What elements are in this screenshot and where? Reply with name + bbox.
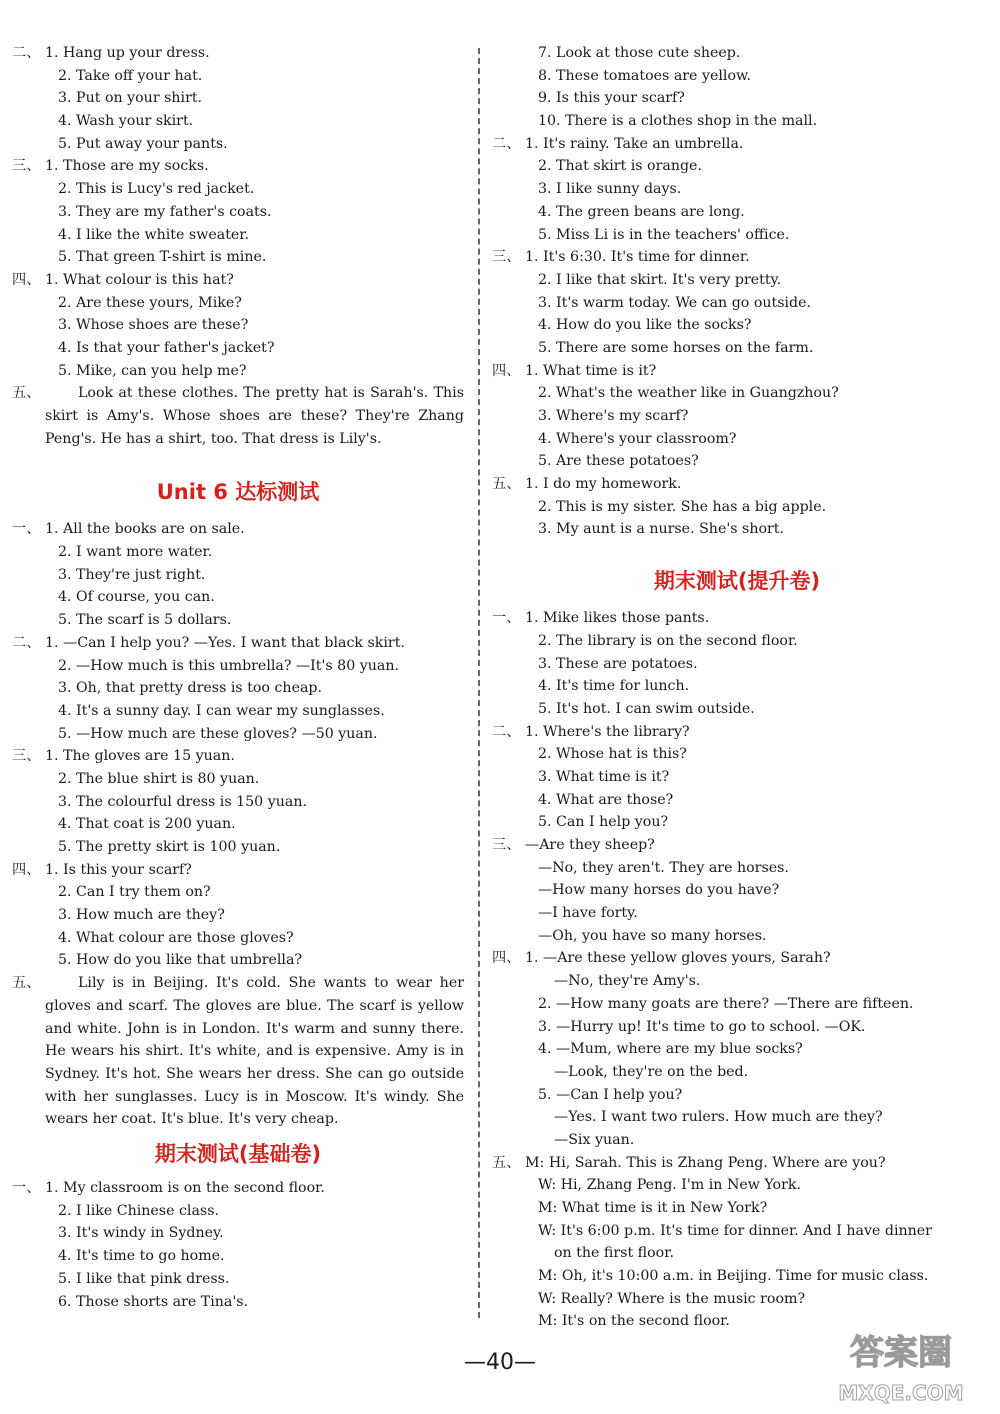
answer-text: 5. Mike, can you help me? <box>58 362 247 379</box>
answer-line <box>492 360 982 383</box>
answer-text: 9. Is this your scarf? <box>538 90 685 107</box>
answer-line <box>12 586 464 609</box>
answer-line <box>492 789 982 812</box>
final-advanced-title: 期末测试(提升卷) <box>653 569 821 594</box>
answer-line <box>492 155 982 178</box>
answer-text: W: It's 6:00 p.m. It's time for dinner. And I have dinner <box>538 1222 932 1239</box>
answer-text: M: Oh, it's 10:00 a.m. in Beijing. Time for music class. <box>538 1268 929 1285</box>
answer-text: 1. —Are these yellow gloves yours, Sarah? <box>525 950 831 967</box>
answer-text: 2. That skirt is orange. <box>538 158 702 175</box>
answer-text: 10. There is a clothes shop in the mall. <box>538 113 818 130</box>
answer-text: 3. They are my father's coats. <box>58 203 272 220</box>
answer-text: 2. Are these yours, Mike? <box>58 294 242 311</box>
answer-line <box>492 314 982 337</box>
answer-text: 1. Mike likes those pants. <box>525 610 710 627</box>
final-basic-answers <box>12 1177 464 1313</box>
answer-text: 4. What are those? <box>538 791 674 808</box>
answer-line <box>492 42 982 65</box>
answer-line <box>12 133 464 156</box>
section-marker: 四、 <box>492 362 521 379</box>
final-advanced-answers <box>492 607 982 1333</box>
answer-text: 5. Are these potatoes? <box>538 453 699 470</box>
answer-line <box>492 947 982 970</box>
answer-text: 4. Where's your classroom? <box>538 430 737 447</box>
answer-text: 5. It's hot. I can swim outside. <box>538 700 755 717</box>
answer-text: 5. —How much are these gloves? —50 yuan. <box>58 725 378 742</box>
answer-text: 5. I like that pink dress. <box>58 1270 230 1287</box>
answer-line <box>12 224 464 247</box>
section-marker: 二、 <box>492 135 521 152</box>
answer-text: M: What time is it in New York? <box>538 1200 768 1216</box>
answer-text: 2. This is Lucy's red jacket. <box>58 181 255 198</box>
answer-line <box>492 246 982 269</box>
section-marker: 一、 <box>12 1180 41 1197</box>
answer-text: M: It's on the second floor. <box>538 1313 730 1330</box>
section-marker: 一、 <box>12 521 41 538</box>
answer-line <box>12 723 464 746</box>
answer-line <box>492 857 982 880</box>
answer-text: —No, they're Amy's. <box>554 973 701 990</box>
answer-text: 2. The blue shirt is 80 yuan. <box>58 770 260 787</box>
answer-text: 3. My aunt is a nurse. She's short. <box>538 521 784 538</box>
answer-text: 2. I like that skirt. It's very pretty. <box>538 271 782 288</box>
answer-text: 3. What time is it? <box>538 768 670 785</box>
answer-line <box>492 675 982 698</box>
answer-text: 4. How do you like the socks? <box>538 317 752 334</box>
section-marker: 四、 <box>12 861 41 878</box>
answer-line <box>492 698 982 721</box>
answer-text: 2. Can I try them on? <box>58 884 211 901</box>
answer-text: 1. Where's the library? <box>525 723 690 740</box>
answer-line <box>492 269 982 292</box>
answer-line <box>12 292 464 315</box>
answer-line <box>492 178 982 201</box>
section-marker: 五、 <box>12 385 41 402</box>
answer-line <box>492 292 982 315</box>
answer-line <box>12 745 464 768</box>
answer-text: 4. It's time for lunch. <box>538 678 690 695</box>
section-marker: 五、 <box>492 476 521 493</box>
answer-line <box>492 879 982 902</box>
section-marker: 五、 <box>492 1154 521 1171</box>
answer-text: 1. It's 6:30. It's time for dinner. <box>525 249 750 266</box>
unit6-title: Unit 6 达标测试 <box>156 480 320 505</box>
answer-line <box>492 902 982 925</box>
right-column <box>492 42 982 1333</box>
answer-line <box>492 1084 982 1107</box>
answer-line <box>12 1291 464 1314</box>
answer-text: 4. It's a sunny day. I can wear my sunglasses. <box>58 702 385 719</box>
answer-line <box>12 949 464 972</box>
answer-text: 5. How do you like that umbrella? <box>58 952 303 969</box>
answer-line <box>492 721 982 744</box>
answer-line <box>492 1106 982 1129</box>
unit6-answers <box>12 518 464 972</box>
left-column <box>12 42 464 1313</box>
answer-text: 5. —Can I help you? <box>538 1086 683 1103</box>
answer-line <box>12 337 464 360</box>
section-marker: 五、 <box>12 975 41 992</box>
answer-text: 4. It's time to go home. <box>58 1248 225 1265</box>
answer-line <box>12 518 464 541</box>
answer-line <box>492 110 982 133</box>
answer-line <box>492 1016 982 1039</box>
section-marker: 二、 <box>12 45 41 61</box>
answer-line <box>492 87 982 110</box>
answer-text: 1. Is this your scarf? <box>45 861 192 878</box>
section-marker: 三、 <box>12 158 41 175</box>
answer-text: 1. My classroom is on the second floor. <box>45 1180 325 1197</box>
answer-line <box>12 813 464 836</box>
answer-line <box>492 925 982 948</box>
column-divider <box>478 48 480 1318</box>
answer-line <box>492 766 982 789</box>
unit5-answers <box>12 42 464 382</box>
answer-line <box>492 405 982 428</box>
answer-text: 2. What's the weather like in Guangzhou? <box>538 385 839 402</box>
answer-text: 8. These tomatoes are yellow. <box>538 67 751 84</box>
answer-text: 5. The scarf is 5 dollars. <box>58 612 232 629</box>
answer-text: 5. Can I help you? <box>538 814 669 831</box>
answer-line <box>12 541 464 564</box>
answer-text: 5. The pretty skirt is 100 yuan. <box>58 839 281 856</box>
answer-line <box>492 1265 982 1288</box>
section-marker: 二、 <box>12 634 41 651</box>
watermark-url: MXQE.COM <box>838 1381 964 1405</box>
answer-text: 3. It's windy in Sydney. <box>58 1225 224 1242</box>
answer-line <box>12 1245 464 1268</box>
answer-text: 4. That coat is 200 yuan. <box>58 816 236 833</box>
answer-line <box>12 1268 464 1291</box>
answer-text: 3. It's warm today. We can go outside. <box>538 294 812 311</box>
answer-text: 4. Is that your father's jacket? <box>58 339 275 356</box>
answer-text: 3. Put on your shirt. <box>58 90 203 107</box>
answer-line <box>492 1129 982 1152</box>
unit5-passage <box>12 382 464 450</box>
answer-text: on the first floor. <box>554 1245 674 1262</box>
answer-line <box>12 314 464 337</box>
answer-line <box>12 564 464 587</box>
answer-line <box>12 859 464 882</box>
answer-text: 1. Hang up your dress. <box>45 45 210 61</box>
answer-line <box>12 655 464 678</box>
answer-text: —Six yuan. <box>554 1131 635 1148</box>
answer-line <box>12 700 464 723</box>
watermark-logo <box>816 1322 986 1408</box>
answer-line <box>12 632 464 655</box>
answer-text: 6. Those shorts are Tina's. <box>58 1293 249 1310</box>
answer-line <box>12 42 464 65</box>
answer-line <box>12 791 464 814</box>
answer-line <box>492 1288 982 1311</box>
answer-text: 3. Whose shoes are these? <box>58 317 249 334</box>
passage-text: Look at these clothes. The pretty hat is Sarah's. This skirt is Amy's. Whose shoes are these? They're Zhang Peng's. He has a shirt, too. That dress is Lily's. <box>45 385 464 447</box>
answer-line <box>12 1222 464 1245</box>
section-marker: 四、 <box>492 950 521 967</box>
answer-text: 1. —Can I help you? —Yes. I want that black skirt. <box>45 634 405 651</box>
answer-line <box>12 246 464 269</box>
answer-line <box>12 155 464 178</box>
section-marker: 四、 <box>12 271 41 288</box>
answer-line <box>12 609 464 632</box>
answer-line <box>492 1242 982 1265</box>
answer-text: 7. Look at those cute sheep. <box>538 45 741 61</box>
answer-line <box>12 677 464 700</box>
section-marker: 三、 <box>492 837 521 853</box>
answer-text: 1. Those are my socks. <box>45 158 209 175</box>
answer-text: 3. How much are they? <box>58 907 225 924</box>
answer-line <box>492 1174 982 1197</box>
answer-text: 5. Miss Li is in the teachers' office. <box>538 226 790 243</box>
answer-text: 1. The gloves are 15 yuan. <box>45 748 235 765</box>
answer-line <box>492 1220 982 1243</box>
answer-text: —Oh, you have so many horses. <box>538 927 767 944</box>
answer-line <box>12 110 464 133</box>
answer-text: 3. Oh, that pretty dress is too cheap. <box>58 680 323 697</box>
answer-text: 5. That green T-shirt is mine. <box>58 249 267 266</box>
answer-text: 2. Take off your hat. <box>58 67 203 84</box>
answer-text: 3. —Hurry up! It's time to go to school. —OK. <box>538 1018 866 1035</box>
answer-text: 2. I want more water. <box>58 544 213 561</box>
answer-text: 2. Whose hat is this? <box>538 746 687 763</box>
answer-line <box>12 87 464 110</box>
final-basic-answers-cont <box>492 42 982 541</box>
answer-text: —Yes. I want two rulers. How much are they? <box>554 1109 883 1126</box>
answer-line <box>12 927 464 950</box>
answer-text: 2. The library is on the second floor. <box>538 632 798 649</box>
answer-text: 1. It's rainy. Take an umbrella. <box>525 135 744 152</box>
answer-text: 2. I like Chinese class. <box>58 1202 220 1219</box>
section-marker: 二、 <box>492 723 521 740</box>
answer-line <box>492 224 982 247</box>
answer-line <box>12 65 464 88</box>
answer-text: 4. The green beans are long. <box>538 203 745 220</box>
answer-line <box>492 450 982 473</box>
answer-line <box>492 518 982 541</box>
unit6-passage <box>12 972 464 1131</box>
answer-text: —I have forty. <box>538 905 638 922</box>
answer-text: W: Really? Where is the music room? <box>538 1290 806 1307</box>
page-number: —40— <box>464 1350 536 1375</box>
answer-text: 3. I like sunny days. <box>538 181 682 198</box>
answer-line <box>12 1177 464 1200</box>
answer-text: —Are they sheep? <box>525 837 655 853</box>
answer-text: —Look, they're on the bed. <box>554 1063 749 1080</box>
section-marker: 一、 <box>492 610 521 627</box>
answer-text: 1. I do my homework. <box>525 476 682 493</box>
answer-line <box>492 811 982 834</box>
answer-line <box>492 834 982 857</box>
answer-text: 5. There are some horses on the farm. <box>538 339 814 356</box>
answer-text: 3. Where's my scarf? <box>538 408 689 424</box>
answer-line <box>12 904 464 927</box>
answer-line <box>12 1200 464 1223</box>
answer-line <box>492 1152 982 1175</box>
answer-text: M: Hi, Sarah. This is Zhang Peng. Where are you? <box>525 1154 886 1171</box>
answer-text: 3. These are potatoes. <box>538 655 698 672</box>
answer-line <box>492 993 982 1016</box>
answer-text: 4. Of course, you can. <box>58 589 215 606</box>
answer-text: 5. Put away your pants. <box>58 135 228 152</box>
answer-text: 4. —Mum, where are my blue socks? <box>538 1041 803 1058</box>
answer-line <box>492 743 982 766</box>
answer-line <box>12 836 464 859</box>
answer-line <box>492 607 982 630</box>
answer-line <box>492 201 982 224</box>
answer-line <box>12 360 464 383</box>
answer-text: W: Hi, Zhang Peng. I'm in New York. <box>538 1177 801 1194</box>
answer-line <box>12 881 464 904</box>
answer-text: —How many horses do you have? <box>538 882 780 899</box>
passage-text: Lily is in Beijing. It's cold. She wants to wear her gloves and scarf. The gloves are blue. The scarf is yellow and white. John is in London. It's warm and sunny there. He wears his shirt. It's white, and is expensive. Amy is in Sydney. It's hot. She wears her dress. She can go outside with her sunglasses. Lucy is in Moscow. It's windy. She wears her coat. It's blue. It's very cheap. <box>45 975 464 1128</box>
answer-line <box>492 653 982 676</box>
section-marker: 三、 <box>492 249 521 266</box>
answer-line <box>492 630 982 653</box>
answer-text: 4. I like the white sweater. <box>58 226 250 243</box>
answer-line <box>492 337 982 360</box>
answer-line <box>492 970 982 993</box>
answer-text: 3. The colourful dress is 150 yuan. <box>58 793 307 810</box>
answer-line <box>12 178 464 201</box>
answer-line <box>492 133 982 156</box>
answer-line <box>12 269 464 292</box>
answer-text: 4. Wash your skirt. <box>58 113 194 130</box>
watermark-text: 答案圈 <box>850 1333 952 1373</box>
answer-line <box>492 1197 982 1220</box>
answer-line <box>492 473 982 496</box>
answer-text: 4. What colour are those gloves? <box>58 929 294 946</box>
answer-line <box>492 496 982 519</box>
answer-text: 2. This is my sister. She has a big apple. <box>538 498 827 515</box>
answer-line <box>492 1061 982 1084</box>
answer-text: 1. All the books are on sale. <box>45 521 245 538</box>
section-marker: 三、 <box>12 748 41 765</box>
answer-line <box>492 428 982 451</box>
final-basic-title: 期末测试(基础卷) <box>154 1142 322 1167</box>
answer-text: 3. They're just right. <box>58 566 206 583</box>
answer-line <box>12 768 464 791</box>
answer-line <box>492 1038 982 1061</box>
answer-text: 1. What colour is this hat? <box>45 271 234 288</box>
answer-text: —No, they aren't. They are horses. <box>538 859 789 876</box>
answer-line <box>12 201 464 224</box>
answer-line <box>492 382 982 405</box>
answer-text: 1. What time is it? <box>525 362 657 379</box>
answer-text: 2. —How many goats are there? —There are fifteen. <box>538 995 914 1012</box>
answer-text: 2. —How much is this umbrella? —It's 80 yuan. <box>58 657 399 674</box>
answer-line <box>492 65 982 88</box>
